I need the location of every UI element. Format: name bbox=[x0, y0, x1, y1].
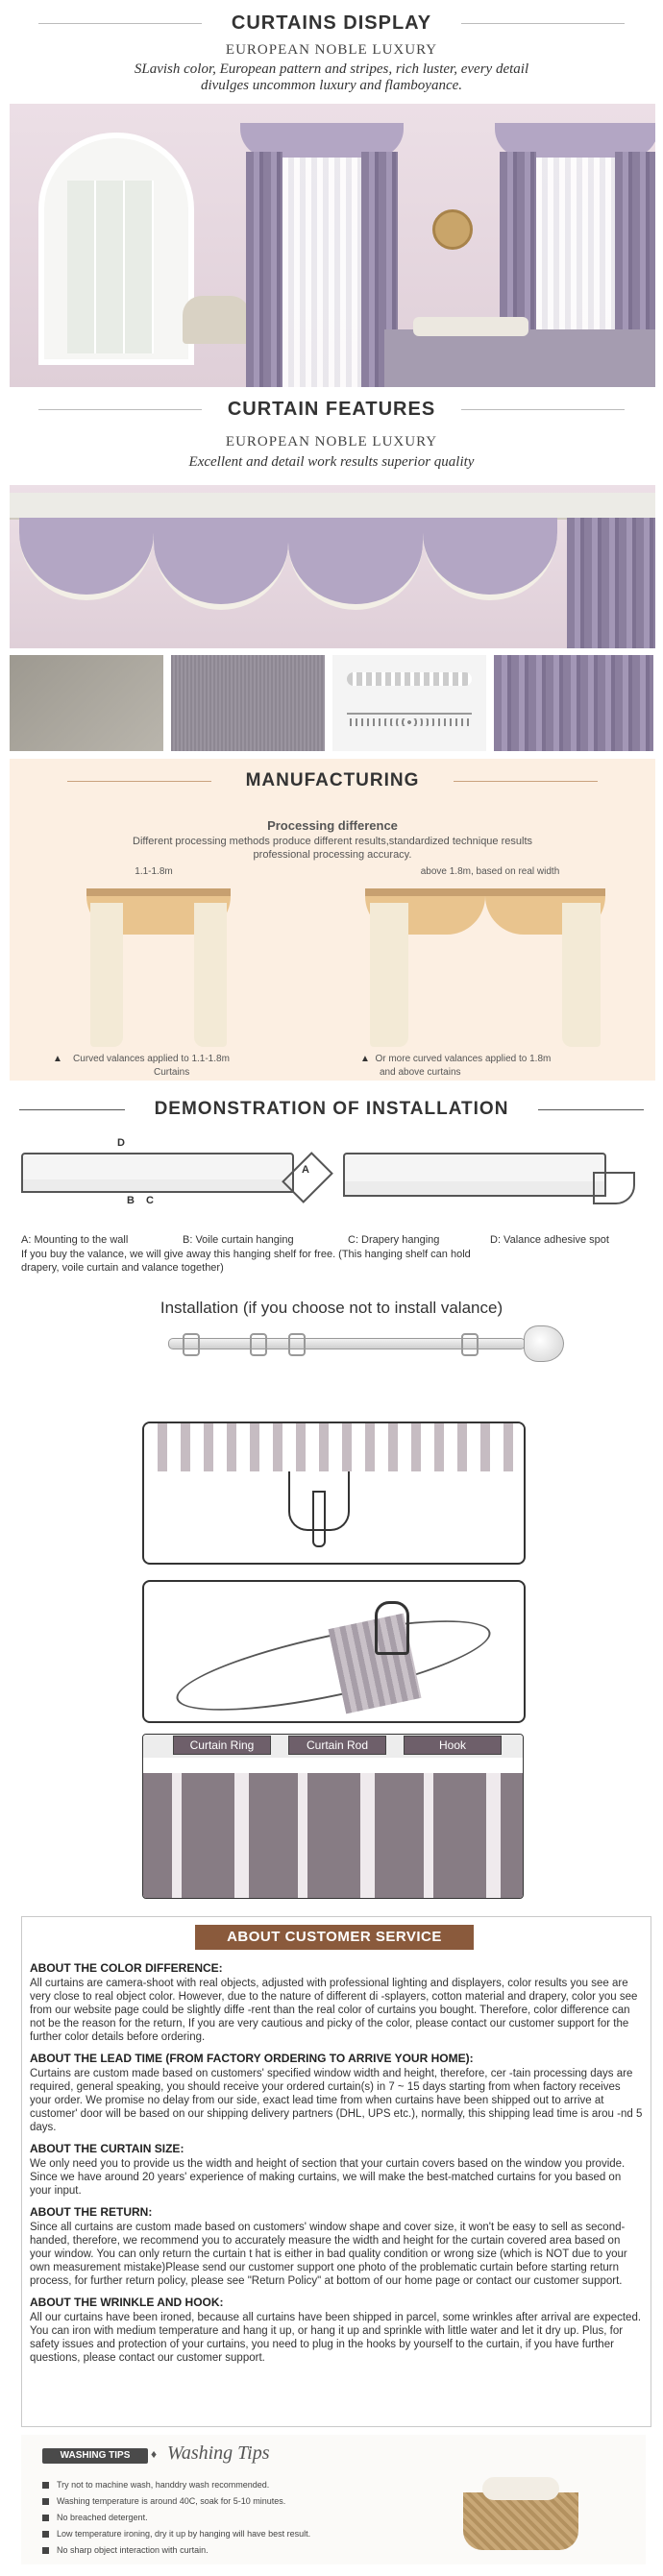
diamond-icon: ♦ bbox=[151, 2447, 158, 2461]
lead-time-paragraph: Curtains are custom made based on customers' specified window width and height, therefore, cer -tain processing days are required, general speaking, you should receive your ordered curtain(s) in 7 ~ 15 days starting from when factory receives your order. We promise no delay from our side, exact lead time from when curtains have been shipped out to arrive at customer' door will be based on our shipping delivery partners (DHL, UPS etc.), normally, this shipping lead time is arou -nd 5 days. bbox=[30, 2068, 643, 2133]
diagram-letter: B bbox=[127, 1195, 135, 1206]
manufacturing-panel bbox=[10, 759, 655, 1081]
washing-tips-badge: WASHING TIPS bbox=[42, 2448, 148, 2464]
size-paragraph: We only need you to provide us the width and height of section that your curtain covers based on the window you provide. Since we have around 20 years' experience of making curtains, we will make the best-matched curtains for you based on your input. bbox=[30, 2158, 626, 2197]
color-paragraph: All curtains are camera-shoot with real objects, adjusted with professional lighting and displayers, color results you see are very close to real object color. However, due to the nature of different di -splayers, cotton material and drapery, color you see from our website page could be slightly diffe -rent than the real color of curtains you bought. Therefore, color difference can not be the reason for the return, If you are very cautious and picky of the color, please contact our customer support for the further color details before ordering. bbox=[30, 1978, 638, 2043]
rod-bracket bbox=[461, 1333, 479, 1356]
section-header-features bbox=[0, 394, 663, 425]
return-heading: ABOUT THE RETURN: bbox=[30, 2205, 153, 2219]
label-hook: Hook bbox=[404, 1736, 502, 1755]
sheer-panel bbox=[282, 158, 361, 387]
track-diagram-left bbox=[21, 1137, 329, 1226]
washing-tip: No breached detergent. bbox=[42, 2510, 427, 2526]
curtain-room-photo bbox=[10, 104, 655, 387]
french-door bbox=[67, 181, 154, 353]
curtain-drawing bbox=[90, 903, 123, 1047]
curtain-panel bbox=[567, 518, 655, 648]
washing-tips-list bbox=[42, 2477, 427, 2559]
curtain-ring bbox=[250, 1333, 267, 1356]
hook-insertion-diagram bbox=[142, 1580, 526, 1723]
section-header-manufacturing bbox=[10, 766, 655, 795]
cornice-board bbox=[10, 493, 655, 520]
sun-mirror bbox=[432, 209, 473, 250]
customer-service-box bbox=[21, 1916, 651, 2427]
section-title: DEMONSTRATION OF INSTALLATION bbox=[154, 1099, 509, 1119]
wrinkle-paragraph: All our curtains have been ironed, because all curtains have been shipped in parcel, some wrinkles after arrival are expected. You can iron with medium temperature and hang it up, or hang it up and sprinkle with little water and let it dry up. Plus, for safety issues and protection of your curtains, you need to plug in the hooks by yourself to the curtain, if you have further questions, please contact our customer support. bbox=[30, 2312, 642, 2364]
section-tagline: SLavish color, European pattern and stripes, rich luster, every detail bbox=[134, 61, 529, 77]
track-diagram-right bbox=[343, 1143, 641, 1226]
label-curtain-ring: Curtain Ring bbox=[173, 1736, 271, 1755]
legend-item: B: Voile curtain hanging bbox=[183, 1234, 294, 1246]
valance-swag bbox=[154, 518, 288, 610]
service-content bbox=[30, 1954, 643, 2365]
washing-tip: Washing temperature is around 40C, soak for 5-10 minutes. bbox=[42, 2493, 427, 2510]
label-curtain-rod: Curtain Rod bbox=[288, 1736, 386, 1755]
caption: Curved valances applied to 1.1-1.8m bbox=[73, 1054, 230, 1064]
color-heading: ABOUT THE COLOR DIFFERENCE: bbox=[30, 1961, 223, 1975]
section-header-installation bbox=[0, 1095, 663, 1124]
diagram-letter: A bbox=[302, 1164, 309, 1176]
valance-swag bbox=[19, 518, 154, 600]
fabric-swatch bbox=[171, 655, 325, 751]
hanging-options-diagram bbox=[142, 1734, 524, 1899]
width-label: 1.1-1.8m bbox=[135, 866, 173, 877]
pillow bbox=[413, 317, 528, 336]
hook-icon bbox=[375, 1601, 409, 1655]
curtain-drawing bbox=[562, 903, 601, 1047]
wrinkle-heading: ABOUT THE WRINKLE AND HOOK: bbox=[30, 2296, 224, 2309]
pleat-hook-diagram bbox=[142, 1422, 526, 1565]
installation-note: drapery, voile curtain and valance together) bbox=[21, 1262, 224, 1274]
curtain-closeup-swatch bbox=[494, 655, 653, 751]
bed bbox=[384, 329, 655, 387]
width-label: above 1.8m, based on real width bbox=[420, 866, 560, 877]
fabric-swatch bbox=[10, 655, 163, 751]
washing-tip: Low temperature ironing, dry it up by hanging will have best result. bbox=[42, 2526, 427, 2542]
legend-item: A: Mounting to the wall bbox=[21, 1234, 129, 1246]
section-title: CURTAINS DISPLAY bbox=[231, 12, 432, 34]
curtain-panel bbox=[246, 152, 282, 387]
rod-bracket bbox=[183, 1333, 200, 1356]
section-subtitle: EUROPEAN NOBLE LUXURY bbox=[225, 434, 438, 450]
size-heading: ABOUT THE CURTAIN SIZE: bbox=[30, 2142, 184, 2155]
caption: and above curtains bbox=[380, 1067, 461, 1078]
curtain-drawing bbox=[194, 903, 227, 1047]
curtain-drawing bbox=[370, 903, 408, 1047]
section-tagline: divulges uncommon luxury and flamboyance. bbox=[200, 78, 463, 93]
section-subtitle: EUROPEAN NOBLE LUXURY bbox=[225, 42, 438, 58]
installation-note: If you buy the valance, we will give away this hanging shelf for free. (This hanging shelf can hold bbox=[21, 1249, 471, 1260]
washing-tips-script: Washing Tips bbox=[167, 2442, 270, 2464]
washing-tip: Try not to machine wash, handdry wash recommended. bbox=[42, 2477, 427, 2493]
curtain-ring bbox=[288, 1333, 306, 1356]
valance-swag bbox=[423, 518, 557, 600]
diagram-letter: D bbox=[117, 1137, 125, 1149]
valance-detail-photo bbox=[10, 485, 655, 648]
section-title: CURTAIN FEATURES bbox=[227, 399, 436, 420]
diagram-letter: C bbox=[146, 1195, 154, 1206]
service-title: ABOUT CUSTOMER SERVICE bbox=[195, 1925, 474, 1950]
legend-item: D: Valance adhesive spot bbox=[490, 1234, 609, 1246]
processing-description: professional processing accuracy. bbox=[253, 849, 412, 861]
folded-towel bbox=[482, 2477, 559, 2500]
triangle-icon: ▲ bbox=[360, 1054, 370, 1064]
washing-tip: No sharp object interaction with curtain. bbox=[42, 2542, 427, 2559]
caption: Or more curved valances applied to 1.8m bbox=[375, 1054, 552, 1064]
processing-description: Different processing methods produce different results,standardized technique results bbox=[133, 836, 532, 847]
section-title: MANUFACTURING bbox=[245, 770, 420, 790]
section-header-display bbox=[0, 8, 663, 38]
armchair bbox=[183, 296, 250, 344]
section-tagline: Excellent and detail work results superior quality bbox=[188, 454, 475, 470]
laundry-basket bbox=[463, 2492, 578, 2550]
triangle-icon: ▲ bbox=[53, 1054, 62, 1064]
processing-heading: Processing difference bbox=[267, 818, 398, 833]
caption: Curtains bbox=[154, 1067, 190, 1078]
rod-finial bbox=[524, 1325, 564, 1362]
valance-swag bbox=[288, 518, 423, 610]
lace-trim-swatch bbox=[332, 655, 486, 751]
legend-item: C: Drapery hanging bbox=[348, 1234, 440, 1246]
rod-installation-title: Installation (if you choose not to install valance) bbox=[160, 1299, 503, 1317]
washing-tips-panel bbox=[21, 2435, 646, 2564]
return-paragraph: Since all curtains are custom made based on customers' window shape and cover size, it won't be easy to sell as second-handed, therefore, we recommend you to accurately measure the width and height for the curtain covered area based on your window. You can only return the curtain t hat is either in bad quality condition or wrong size (which is NOT due to your own measurement mistake)Please send our customer support one photo of the problematic curtain before starting return process, for further return policy, please see "Return Policy" at bottom of our home page or contact our customer support. bbox=[30, 2222, 627, 2287]
lead-time-heading: ABOUT THE LEAD TIME (FROM FACTORY ORDERING TO ARRIVE YOUR HOME): bbox=[30, 2052, 474, 2065]
